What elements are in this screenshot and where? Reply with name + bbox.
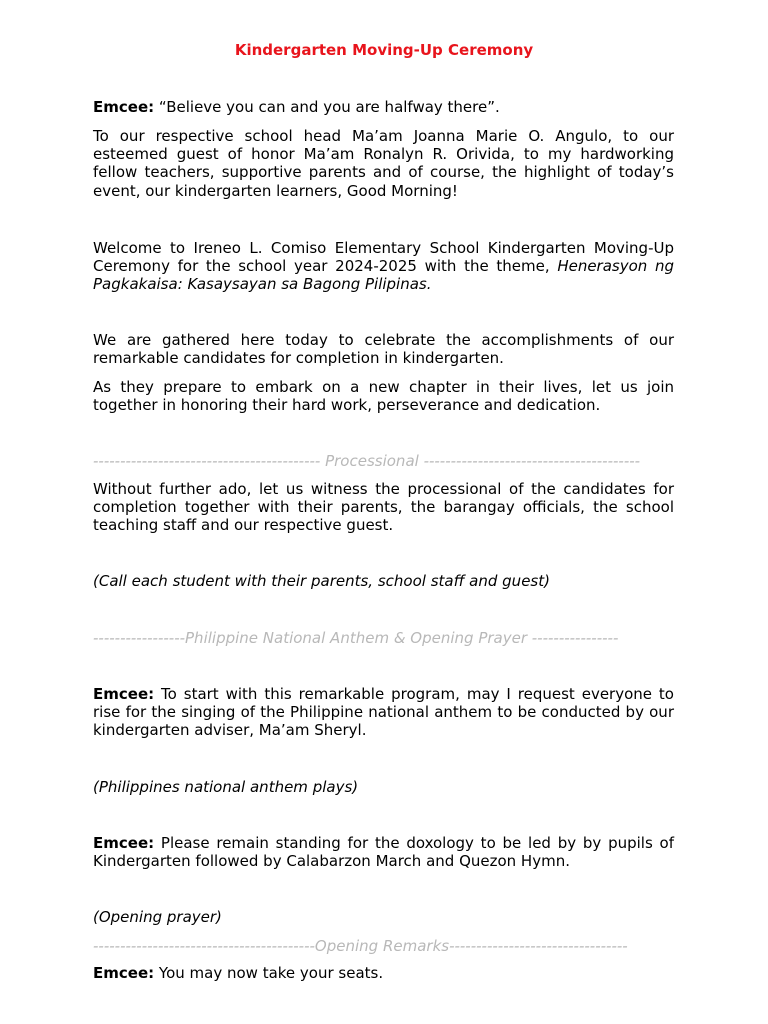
divider-processional: ------------------------------------------ Processional ---------------------------------------- bbox=[93, 452, 641, 470]
welcome-text: Welcome to Ireneo L. Comiso Elementary School Kindergarten Moving-Up Ceremony for the school year 2024-2025 with the theme, bbox=[93, 239, 674, 276]
divider-anthem: -----------------Philippine National Anthem & Opening Prayer ---------------- bbox=[93, 629, 619, 647]
doxology-paragraph bbox=[93, 834, 674, 870]
seats-text: You may now take your seats. bbox=[158, 964, 384, 982]
emcee-label: Emcee: bbox=[93, 98, 155, 116]
prepare-paragraph: As they prepare to embark on a new chapter in their lives, let us join together in honoring their hard work, perseverance and dedication. bbox=[93, 378, 674, 415]
theme-text: Henerasyon ng Pagkakaisa: Kasaysayan sa Bagong Pilipinas. bbox=[93, 257, 675, 294]
welcome-paragraph bbox=[93, 239, 674, 294]
anthem-plays-note: (Philippines national anthem plays) bbox=[93, 778, 359, 796]
quote-text: “Believe you can and you are halfway there”. bbox=[158, 98, 500, 116]
opening-prayer-note: (Opening prayer) bbox=[93, 908, 222, 926]
doxology-text: Please remain standing for the doxology to be led by by pupils of Kindergarten followed by Calabarzon March and Quezon Hymn. bbox=[93, 834, 674, 871]
anthem-paragraph bbox=[93, 685, 674, 740]
divider-remarks: -----------------------------------------Opening Remarks--------------------------------- bbox=[93, 937, 628, 955]
greeting-paragraph: To our respective school head Ma’am Joanna Marie O. Angulo, to our esteemed guest of honor Ma’am Ronalyn R. Orivida, to my hardworking fellow teachers, supportive parents and of course, the highlight of today’s event, our kindergarten learners, Good Morning! bbox=[93, 127, 674, 200]
emcee-quote bbox=[93, 98, 674, 116]
processional-paragraph: Without further ado, let us witness the processional of the candidates for completion together with their parents, the barangay officials, the school teaching staff and our respective guest. bbox=[93, 480, 674, 535]
emcee-label: Emcee: bbox=[93, 834, 155, 852]
seats-paragraph bbox=[93, 964, 674, 982]
document-title: Kindergarten Moving-Up Ceremony bbox=[234, 41, 534, 59]
emcee-label: Emcee: bbox=[93, 685, 155, 703]
anthem-text: To start with this remarkable program, may I request everyone to rise for the singing of the Philippine national anthem to be conducted by our kindergarten adviser, Ma’am Sheryl. bbox=[93, 685, 674, 740]
gathered-paragraph: We are gathered here today to celebrate the accomplishments of our remarkable candidates for completion in kindergarten. bbox=[93, 331, 674, 368]
emcee-label: Emcee: bbox=[93, 964, 155, 982]
call-students-note: (Call each student with their parents, school staff and guest) bbox=[93, 572, 550, 590]
